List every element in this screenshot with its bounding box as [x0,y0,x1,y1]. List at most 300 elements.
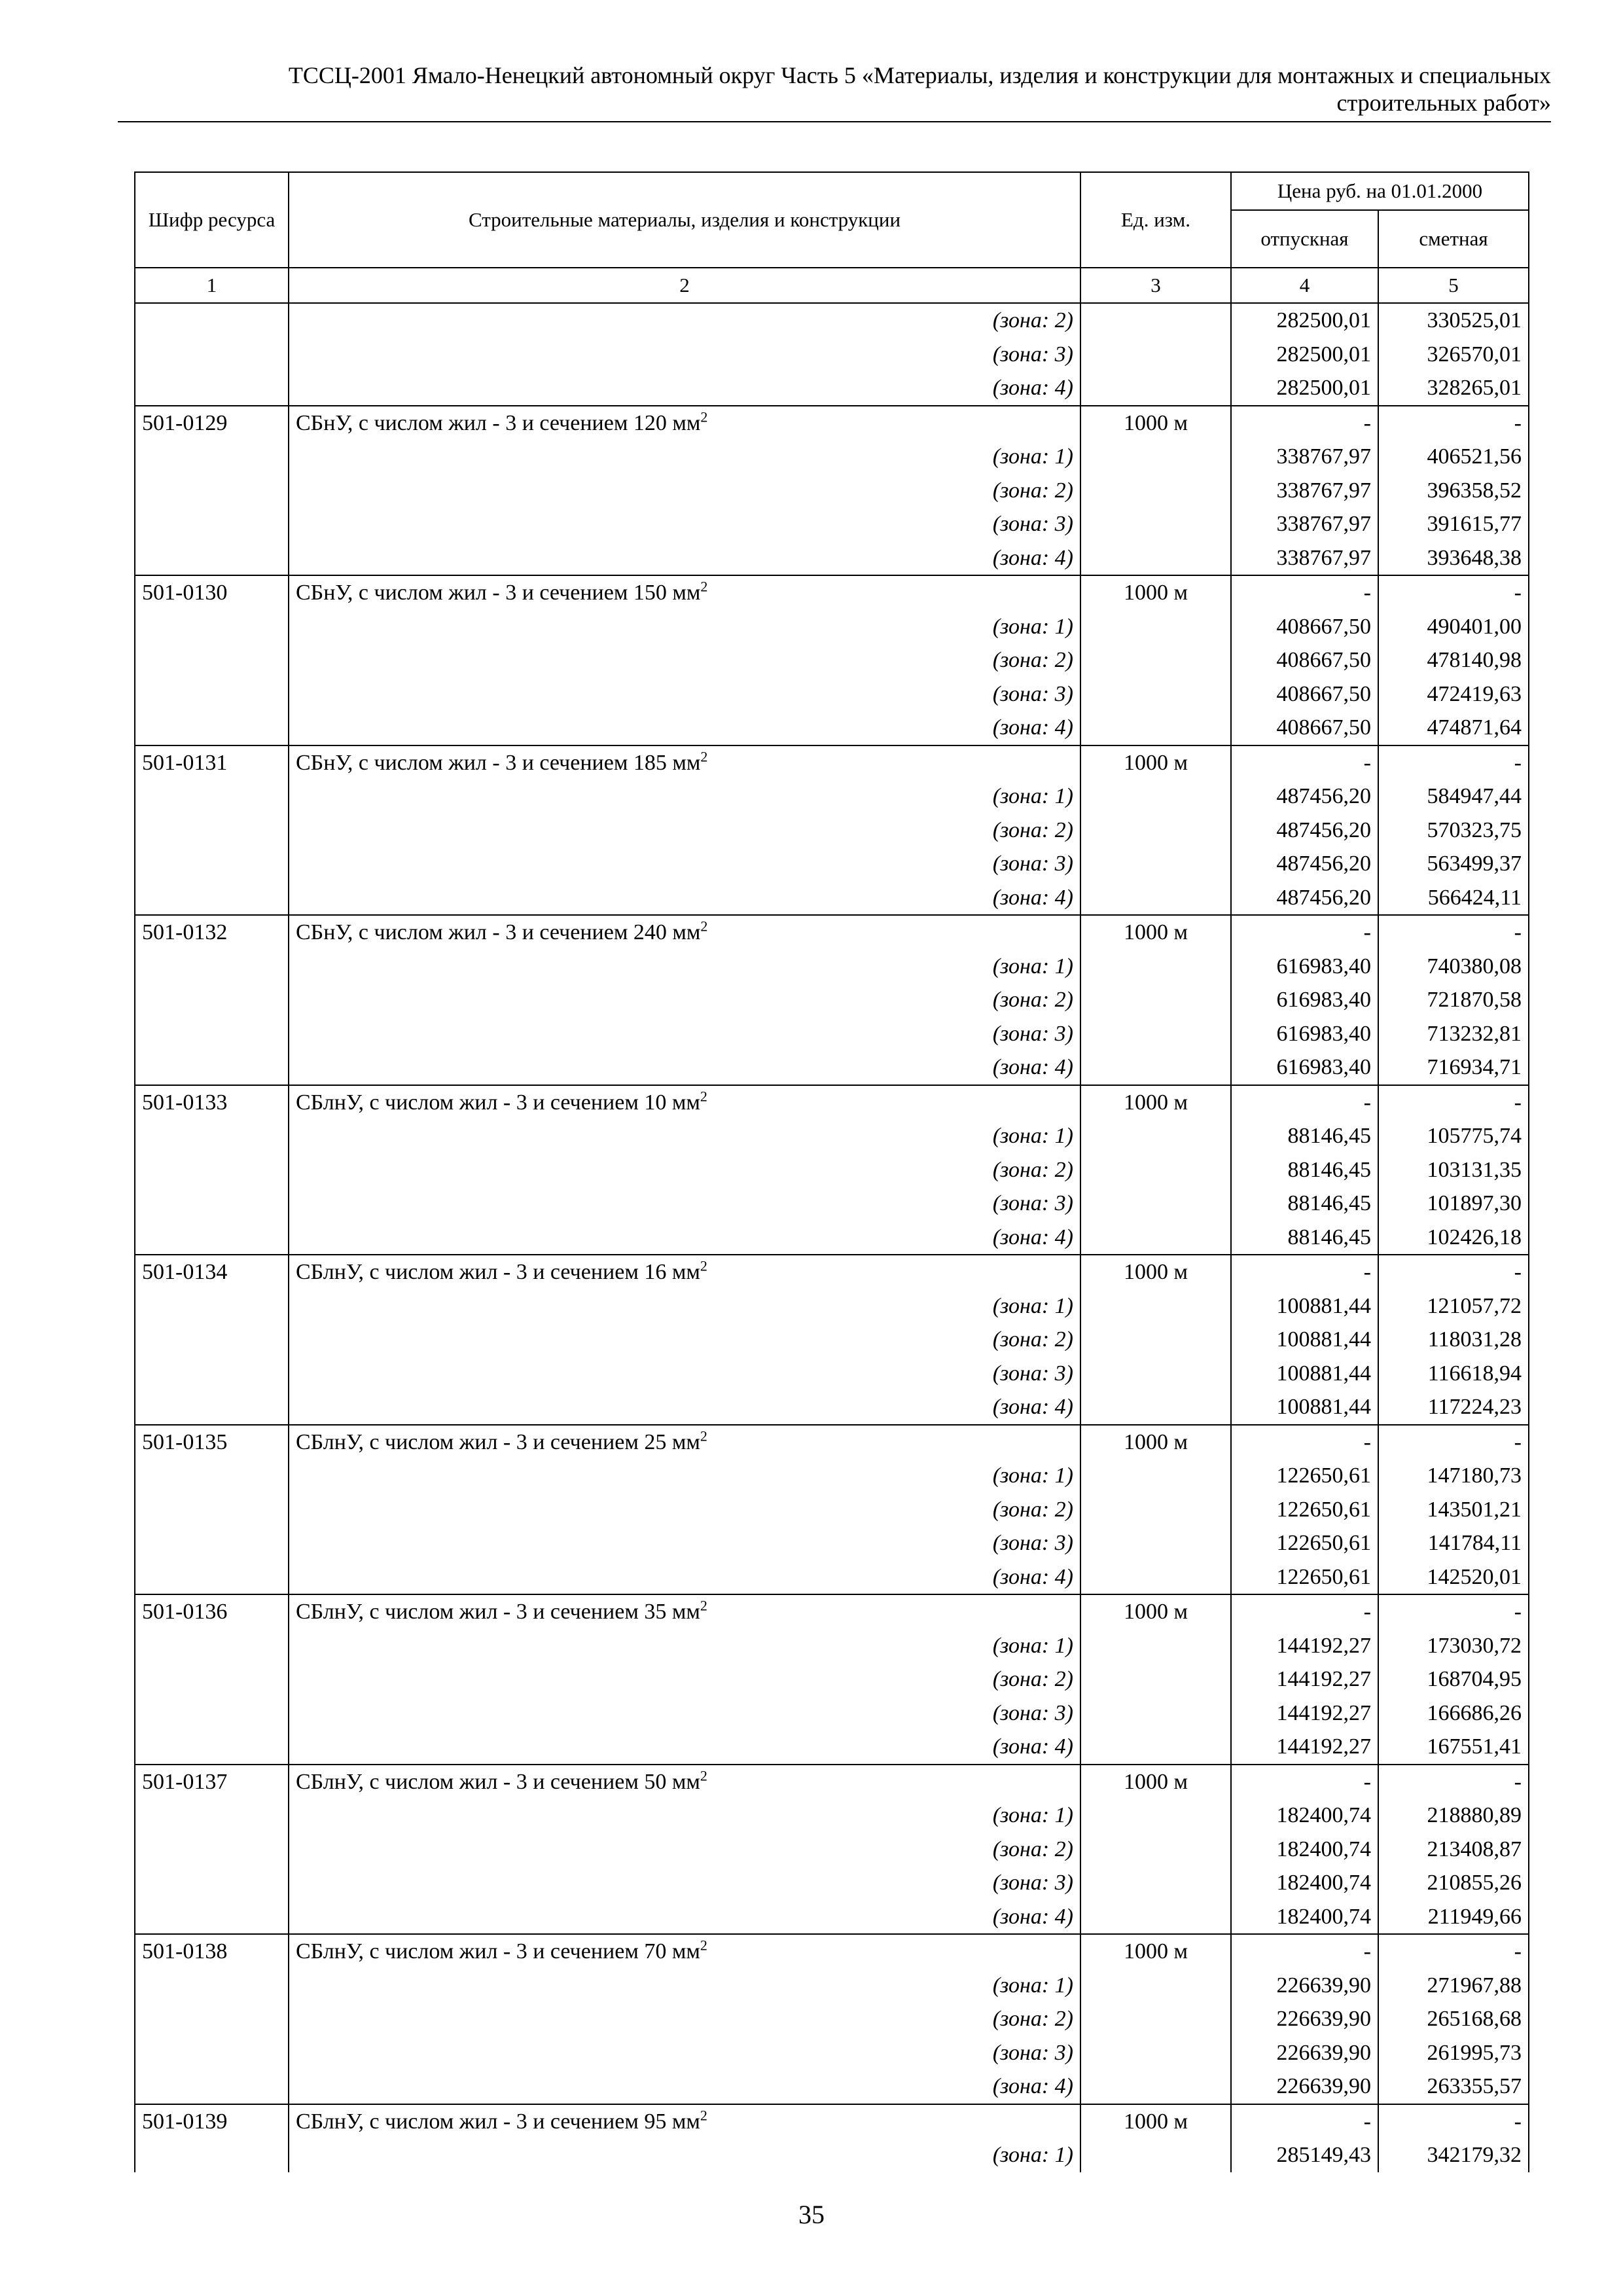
unit-cell [1080,1629,1231,1663]
header-name: Строительные материалы, изделия и конструкции [289,172,1080,268]
estimate-price: 328265,01 [1378,371,1529,406]
zone-label: (зона: 1) [289,1799,1080,1833]
zone-label: (зона: 3) [289,677,1080,711]
release-price: 408667,50 [1231,610,1378,644]
zone-label: (зона: 2) [289,1833,1080,1867]
unit-cell [1080,1730,1231,1765]
resource-code-cell [135,643,289,677]
release-price: 487456,20 [1231,780,1378,814]
resource-code-cell [135,2070,289,2104]
unit-cell [1080,2138,1231,2172]
zone-label: (зона: 4) [289,371,1080,406]
estimate-price: 563499,37 [1378,847,1529,881]
zone-label: (зона: 2) [289,474,1080,508]
zone-row [135,643,1529,677]
unit-superscript: 2 [700,1088,707,1105]
estimate-price: - [1378,745,1529,780]
price-table [134,171,1529,2172]
zone-row [135,1221,1529,1255]
unit-cell [1080,1459,1231,1493]
resource-code-cell [135,1323,289,1357]
release-price: 144192,27 [1231,1730,1378,1765]
zone-label: (зона: 4) [289,711,1080,745]
release-price: 182400,74 [1231,1799,1378,1833]
material-name-text: СБлнУ, с числом жил - 3 и сечением 35 мм [296,1600,700,1624]
resource-code: 501-0130 [135,575,289,610]
resource-code-cell [135,338,289,372]
zone-row [135,1526,1529,1560]
estimate-price: 393648,38 [1378,541,1529,576]
estimate-price: 740380,08 [1378,950,1529,984]
resource-code-cell [135,1662,289,1696]
release-price: 122650,61 [1231,1526,1378,1560]
header-release-price: отпускная [1231,210,1378,268]
zone-row [135,1662,1529,1696]
table-row [135,2104,1529,2139]
resource-code-cell [135,1526,289,1560]
zone-row [135,1017,1529,1051]
resource-code-cell [135,1357,289,1391]
release-price: 487456,20 [1231,847,1378,881]
release-price: 616983,40 [1231,983,1378,1017]
table-row [135,1594,1529,1629]
estimate-price: 713232,81 [1378,1017,1529,1051]
zone-label: (зона: 3) [289,1696,1080,1731]
resource-code-cell [135,1833,289,1867]
release-price: 338767,97 [1231,507,1378,541]
material-name-text: СБлнУ, с числом жил - 3 и сечением 70 мм [296,1939,700,1964]
zone-row [135,2138,1529,2172]
resource-code-cell [135,1730,289,1765]
material-name [289,2104,1080,2139]
resource-code-cell [135,541,289,576]
zone-label: (зона: 3) [289,507,1080,541]
unit-superscript: 2 [700,918,708,935]
resource-code-cell [135,1629,289,1663]
release-price: 122650,61 [1231,1493,1378,1527]
zone-row [135,711,1529,745]
estimate-price: 213408,87 [1378,1833,1529,1867]
estimate-price: - [1378,1765,1529,1799]
resource-code: 501-0138 [135,1934,289,1969]
resource-code-cell [135,1153,289,1187]
unit-cell [1080,1833,1231,1867]
unit-cell [1080,1119,1231,1153]
resource-code-cell [135,677,289,711]
material-name [289,575,1080,610]
resource-code-cell [135,1459,289,1493]
zone-row [135,1730,1529,1765]
zone-row [135,303,1529,338]
release-price: 100881,44 [1231,1289,1378,1323]
resource-code-cell [135,1187,289,1221]
material-name [289,1594,1080,1629]
resource-code-cell [135,440,289,474]
table-row [135,915,1529,950]
resource-code-cell [135,2138,289,2172]
page-number: 35 [798,2200,825,2229]
release-price: - [1231,1085,1378,1120]
estimate-price: 147180,73 [1378,1459,1529,1493]
table-row [135,1425,1529,1460]
resource-code-cell [135,1799,289,1833]
resource-code-cell [135,1050,289,1085]
header-col-number: 1 [135,268,289,303]
unit-of-measure: 1000 м [1080,1085,1231,1120]
zone-row [135,1969,1529,2003]
unit-cell [1080,950,1231,984]
release-price: 616983,40 [1231,1050,1378,1085]
zone-row [135,983,1529,1017]
unit-superscript: 2 [700,1767,707,1784]
estimate-price: 261995,73 [1378,2036,1529,2070]
zone-label: (зона: 2) [289,1153,1080,1187]
unit-cell [1080,507,1231,541]
release-price: - [1231,575,1378,610]
zone-row [135,1560,1529,1595]
zone-label: (зона: 2) [289,303,1080,338]
unit-cell [1080,711,1231,745]
zone-row [135,1390,1529,1425]
estimate-price: 721870,58 [1378,983,1529,1017]
estimate-price: 173030,72 [1378,1629,1529,1663]
estimate-price: 117224,23 [1378,1390,1529,1425]
estimate-price: 168704,95 [1378,1662,1529,1696]
zone-label: (зона: 4) [289,1050,1080,1085]
estimate-price: 210855,26 [1378,1866,1529,1900]
zone-row [135,2036,1529,2070]
material-name [289,1765,1080,1799]
estimate-price: 584947,44 [1378,780,1529,814]
estimate-price: 143501,21 [1378,1493,1529,1527]
release-price: 282500,01 [1231,303,1378,338]
release-price: 88146,45 [1231,1153,1378,1187]
unit-of-measure: 1000 м [1080,915,1231,950]
zone-label: (зона: 1) [289,780,1080,814]
zone-row [135,677,1529,711]
zone-row [135,1323,1529,1357]
resource-code: 501-0135 [135,1425,289,1460]
release-price: 182400,74 [1231,1833,1378,1867]
price-table-header [135,172,1529,303]
material-name-text: СБнУ, с числом жил - 3 и сечением 185 мм [296,750,701,775]
release-price: 226639,90 [1231,2002,1378,2036]
zone-label: (зона: 3) [289,1357,1080,1391]
release-price: 408667,50 [1231,677,1378,711]
zone-row [135,881,1529,916]
header-estimate-price: сметная [1378,210,1529,268]
zone-row [135,541,1529,576]
estimate-price: - [1378,1934,1529,1969]
release-price: 100881,44 [1231,1323,1378,1357]
zone-row [135,780,1529,814]
unit-cell [1080,2070,1231,2104]
header-price-group: Цена руб. на 01.01.2000 [1231,172,1529,210]
unit-superscript: 2 [700,408,708,425]
resource-code-cell [135,610,289,644]
unit-cell [1080,1153,1231,1187]
unit-cell [1080,814,1231,848]
release-price: 144192,27 [1231,1629,1378,1663]
estimate-price: 406521,56 [1378,440,1529,474]
header-col-number: 2 [289,268,1080,303]
document-header [118,62,1551,117]
material-name-text: СБлнУ, с числом жил - 3 и сечением 25 мм [296,1429,700,1454]
zone-row [135,1459,1529,1493]
zone-label: (зона: 2) [289,814,1080,848]
release-price: 182400,74 [1231,1866,1378,1900]
zone-row [135,338,1529,372]
zone-label: (зона: 3) [289,847,1080,881]
release-price: 282500,01 [1231,371,1378,406]
zone-row [135,2002,1529,2036]
zone-row [135,1153,1529,1187]
release-price: 338767,97 [1231,541,1378,576]
table-row [135,406,1529,440]
release-price: 122650,61 [1231,1459,1378,1493]
zone-label: (зона: 1) [289,1459,1080,1493]
zone-label: (зона: 3) [289,2036,1080,2070]
material-name-text: СБлнУ, с числом жил - 3 и сечением 95 мм [296,2109,700,2134]
estimate-price: 566424,11 [1378,881,1529,916]
material-name [289,915,1080,950]
unit-cell [1080,1221,1231,1255]
resource-code: 501-0133 [135,1085,289,1120]
release-price: 226639,90 [1231,2070,1378,2104]
material-name-text: СБлнУ, с числом жил - 3 и сечением 10 мм [296,1090,700,1115]
release-price: 88146,45 [1231,1187,1378,1221]
release-price: 100881,44 [1231,1357,1378,1391]
estimate-price: - [1378,406,1529,440]
table-row [135,575,1529,610]
zone-label: (зона: 3) [289,1526,1080,1560]
header-col-number: 5 [1378,268,1529,303]
resource-code-cell [135,881,289,916]
release-price: 144192,27 [1231,1696,1378,1731]
estimate-price: 472419,63 [1378,677,1529,711]
unit-of-measure: 1000 м [1080,2104,1231,2139]
header-title-line1: ТССЦ-2001 Ямало-Ненецкий автономный округ Часть 5 «Материалы, изделия и конструкции для монтажных и специальных [288,62,1551,88]
unit-of-measure: 1000 м [1080,575,1231,610]
zone-row [135,1357,1529,1391]
unit-cell [1080,610,1231,644]
table-row [135,1255,1529,1289]
estimate-price: 330525,01 [1378,303,1529,338]
release-price: 487456,20 [1231,814,1378,848]
material-name [289,1085,1080,1120]
unit-of-measure: 1000 м [1080,1594,1231,1629]
material-name-text: СБнУ, с числом жил - 3 и сечением 120 мм [296,410,701,435]
zone-row [135,1900,1529,1935]
resource-code: 501-0134 [135,1255,289,1289]
resource-code-cell [135,1560,289,1595]
zone-row [135,1289,1529,1323]
release-price: 408667,50 [1231,711,1378,745]
estimate-price: - [1378,915,1529,950]
zone-label: (зона: 2) [289,983,1080,1017]
unit-cell [1080,338,1231,372]
unit-cell [1080,1390,1231,1425]
zone-row [135,474,1529,508]
estimate-price: 118031,28 [1378,1323,1529,1357]
unit-superscript: 2 [700,748,708,765]
zone-label: (зона: 1) [289,2138,1080,2172]
header-col-number: 3 [1080,268,1231,303]
material-name [289,745,1080,780]
unit-cell [1080,2002,1231,2036]
material-name-text: СБнУ, с числом жил - 3 и сечением 240 мм [296,920,701,945]
resource-code: 501-0139 [135,2104,289,2139]
zone-label: (зона: 3) [289,1017,1080,1051]
unit-cell [1080,1526,1231,1560]
resource-code-cell [135,1696,289,1731]
estimate-price: 263355,57 [1378,2070,1529,2104]
resource-code-cell [135,1866,289,1900]
zone-label: (зона: 1) [289,1969,1080,2003]
release-price: 122650,61 [1231,1560,1378,1595]
zone-row [135,1050,1529,1085]
estimate-price: 342179,32 [1378,2138,1529,2172]
estimate-price: 478140,98 [1378,643,1529,677]
zone-row [135,507,1529,541]
zone-row [135,1187,1529,1221]
zone-row [135,1866,1529,1900]
resource-code-cell [135,371,289,406]
resource-code-cell [135,1493,289,1527]
resource-code-cell [135,814,289,848]
estimate-price: 167551,41 [1378,1730,1529,1765]
estimate-price: 116618,94 [1378,1357,1529,1391]
resource-code-cell [135,1221,289,1255]
unit-superscript: 2 [700,578,708,595]
unit-cell [1080,1696,1231,1731]
unit-superscript: 2 [700,1257,707,1274]
resource-code-cell [135,847,289,881]
resource-code-cell [135,950,289,984]
material-name-text: СБлнУ, с числом жил - 3 и сечением 16 мм [296,1260,700,1285]
zone-label: (зона: 2) [289,643,1080,677]
resource-code: 501-0136 [135,1594,289,1629]
unit-of-measure: 1000 м [1080,406,1231,440]
release-price: - [1231,915,1378,950]
zone-row [135,440,1529,474]
release-price: 338767,97 [1231,440,1378,474]
zone-label: (зона: 2) [289,1662,1080,1696]
unit-cell [1080,440,1231,474]
zone-label: (зона: 4) [289,1900,1080,1935]
resource-code-cell [135,1900,289,1935]
release-price: - [1231,1594,1378,1629]
resource-code-cell [135,1969,289,2003]
unit-of-measure: 1000 м [1080,1765,1231,1799]
unit-cell [1080,847,1231,881]
zone-row [135,2070,1529,2104]
unit-cell [1080,1323,1231,1357]
release-price: 182400,74 [1231,1900,1378,1935]
estimate-price: - [1378,1594,1529,1629]
estimate-price: 142520,01 [1378,1560,1529,1595]
release-price: - [1231,1425,1378,1460]
zone-label: (зона: 3) [289,1187,1080,1221]
release-price: 487456,20 [1231,881,1378,916]
zone-label: (зона: 4) [289,881,1080,916]
material-name-text: СБлнУ, с числом жил - 3 и сечением 50 мм [296,1769,700,1794]
release-price: - [1231,745,1378,780]
estimate-price: 326570,01 [1378,338,1529,372]
release-price: - [1231,1934,1378,1969]
unit-superscript: 2 [700,2107,707,2124]
unit-cell [1080,303,1231,338]
resource-code-cell [135,780,289,814]
estimate-price: 166686,26 [1378,1696,1529,1731]
resource-code-cell [135,2036,289,2070]
material-name [289,406,1080,440]
release-price: - [1231,1255,1378,1289]
zone-label: (зона: 4) [289,2070,1080,2104]
estimate-price: 265168,68 [1378,2002,1529,2036]
release-price: 144192,27 [1231,1662,1378,1696]
zone-label: (зона: 2) [289,2002,1080,2036]
unit-cell [1080,1050,1231,1085]
unit-cell [1080,1662,1231,1696]
release-price: 282500,01 [1231,338,1378,372]
release-price: 338767,97 [1231,474,1378,508]
unit-cell [1080,1289,1231,1323]
zone-row [135,950,1529,984]
estimate-price: 716934,71 [1378,1050,1529,1085]
release-price: 616983,40 [1231,950,1378,984]
zone-label: (зона: 4) [289,1730,1080,1765]
zone-row [135,1799,1529,1833]
resource-code: 501-0132 [135,915,289,950]
estimate-price: 391615,77 [1378,507,1529,541]
release-price: 408667,50 [1231,643,1378,677]
estimate-price: 271967,88 [1378,1969,1529,2003]
estimate-price: 218880,89 [1378,1799,1529,1833]
zone-label: (зона: 1) [289,1289,1080,1323]
zone-row [135,1493,1529,1527]
resource-code: 501-0131 [135,745,289,780]
material-name [289,1425,1080,1460]
release-price: 88146,45 [1231,1221,1378,1255]
unit-cell [1080,2036,1231,2070]
unit-cell [1080,677,1231,711]
zone-label: (зона: 2) [289,1323,1080,1357]
unit-of-measure: 1000 м [1080,1934,1231,1969]
unit-cell [1080,1357,1231,1391]
unit-cell [1080,1900,1231,1935]
zone-row [135,610,1529,644]
resource-code-cell [135,1289,289,1323]
material-name [289,1255,1080,1289]
estimate-price: 570323,75 [1378,814,1529,848]
zone-label: (зона: 4) [289,1390,1080,1425]
resource-code: 501-0129 [135,406,289,440]
unit-cell [1080,780,1231,814]
zone-row [135,1119,1529,1153]
material-name [289,1934,1080,1969]
release-price: 616983,40 [1231,1017,1378,1051]
estimate-price: 211949,66 [1378,1900,1529,1935]
header-col-number: 4 [1231,268,1378,303]
resource-code: 501-0137 [135,1765,289,1799]
table-row [135,745,1529,780]
unit-cell [1080,1969,1231,2003]
release-price: - [1231,1765,1378,1799]
header-divider [118,121,1551,122]
estimate-price: 141784,11 [1378,1526,1529,1560]
price-table-body [135,303,1529,2172]
